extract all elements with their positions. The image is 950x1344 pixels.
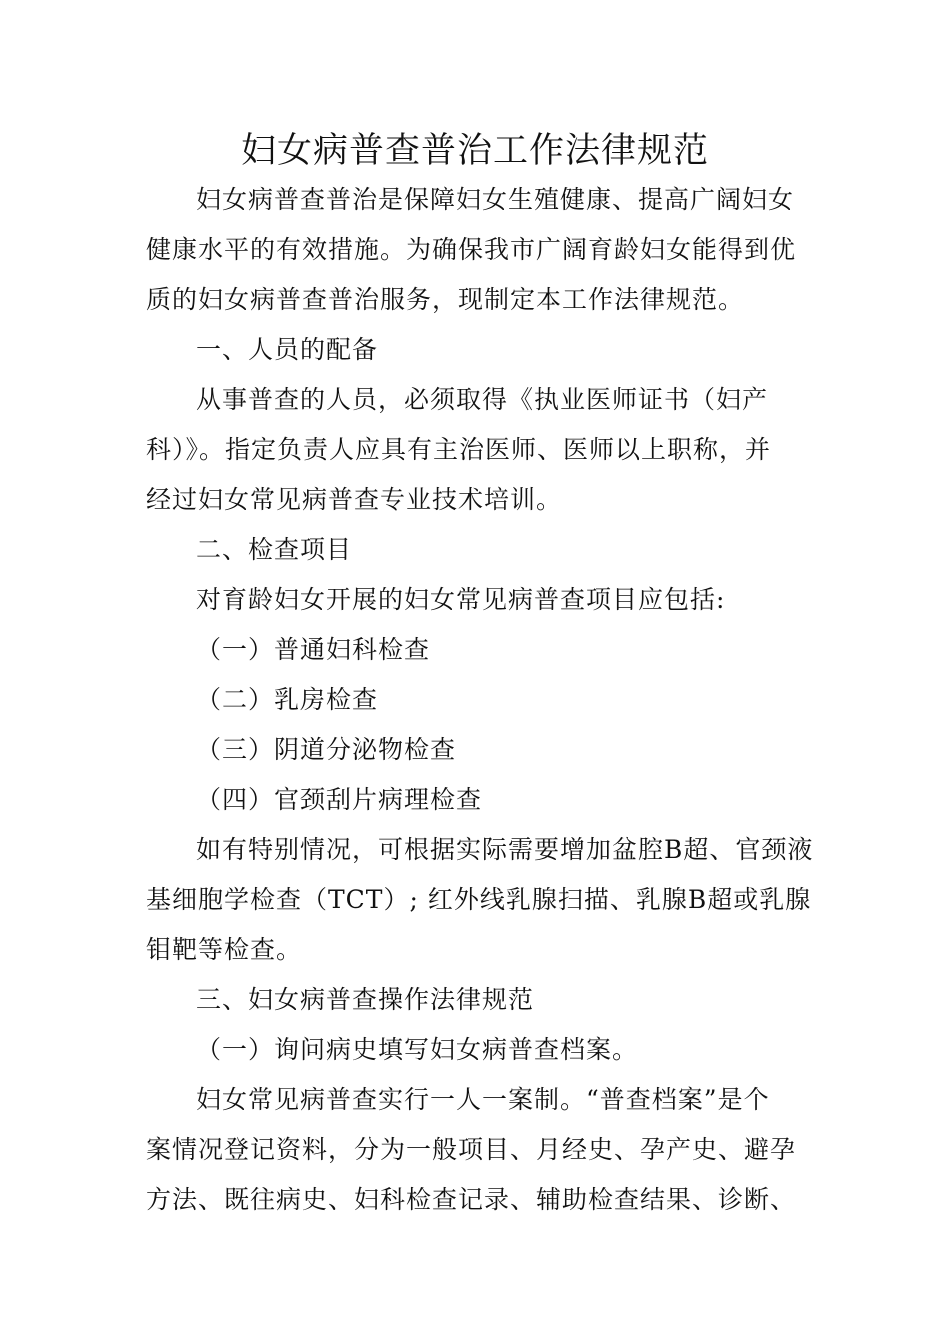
paragraph-line: 科）》。指定负责人应具有主治医师、医师以上职称，并 xyxy=(146,435,772,464)
paragraph-line: 从事普查的人员，必须取得《执业医师证书（妇产 xyxy=(196,385,769,414)
paragraph-line: 方法、既往病史、妇科检查记录、辅助检查结果、诊断、 xyxy=(146,1185,797,1214)
paragraph-line: 基细胞学检查（TCT）; 红外线乳腺扫描、乳腺B超或乳腺 xyxy=(146,885,812,914)
list-item: （三）阴道分泌物检查 xyxy=(196,735,457,764)
paragraph-line: 案情况登记资料，分为一般项目、月经史、孕产史、避孕 xyxy=(146,1135,797,1164)
section-heading: 二、检查项目 xyxy=(196,535,353,564)
paragraph-line: 妇女常见病普查实行一人一案制。“普查档案”是个 xyxy=(196,1085,770,1114)
section-heading: 三、妇女病普查操作法律规范 xyxy=(196,985,535,1014)
paragraph-line: 质的妇女病普查普治服务，现制定本工作法律规范。 xyxy=(146,285,745,314)
paragraph-line: 妇女病普查普治是保障妇女生殖健康、提高广阔妇女 xyxy=(196,185,795,214)
paragraph-line: 钼靶等检查。 xyxy=(146,935,303,964)
section-heading: 一、人员的配备 xyxy=(196,335,379,364)
paragraph-line: 如有特别情况，可根据实际需要增加盆腔B超、官颈液 xyxy=(196,835,814,864)
list-item: （一）普通妇科检查 xyxy=(196,635,431,664)
paragraph-line: 经过妇女常见病普查专业技术培训。 xyxy=(146,485,563,514)
list-item: （四）官颈刮片病理检查 xyxy=(196,785,483,814)
document-body xyxy=(146,175,814,1225)
paragraph-line: 对育龄妇女开展的妇女常见病普查项目应包括: xyxy=(196,585,726,614)
document-title: 妇女病普查普治工作法律规范 xyxy=(240,131,709,171)
paragraph-line: 健康水平的有效措施。为确保我市广阔育龄妇女能得到优 xyxy=(146,235,797,264)
list-item: （一）询问病史填写妇女病普查档案。 xyxy=(196,1035,639,1064)
list-item: （二）乳房检查 xyxy=(196,685,379,714)
